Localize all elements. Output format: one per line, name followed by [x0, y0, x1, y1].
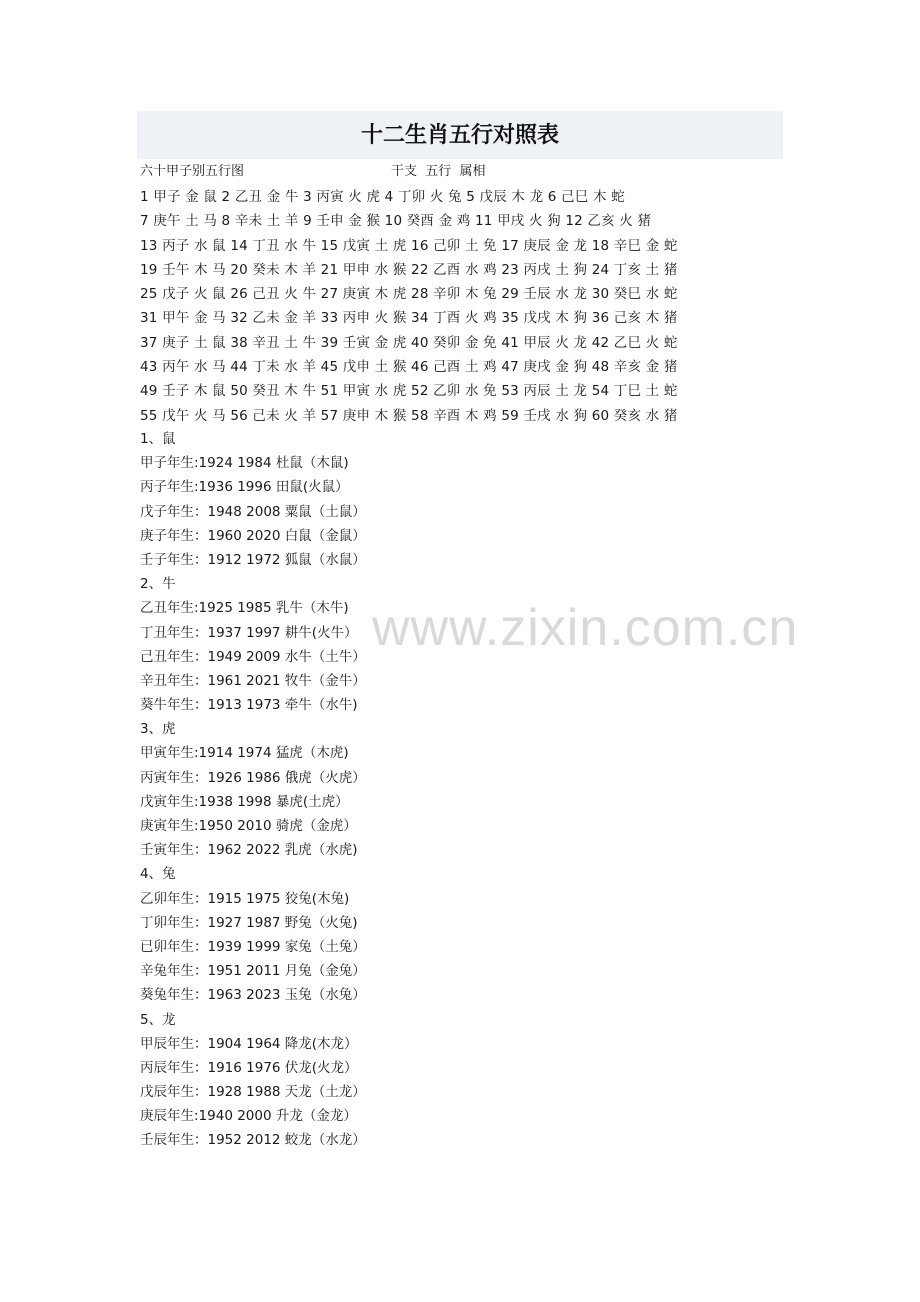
zodiac-year-list	[140, 427, 540, 1153]
column-header: 干支 五行 属相	[391, 164, 486, 179]
zodiac-line: 辛丑年生：1961 2021 牧牛（金牛）	[140, 672, 366, 689]
cycle-row: 55 戊午 火 马 56 己未 火 羊 57 庚申 木 猴 58 辛酉 木 鸡 59 壬戌 水 狗 60 癸亥 水 猪	[140, 407, 678, 424]
zodiac-line: 乙卯年生：1915 1975 狡兔(木兔)	[140, 890, 350, 907]
zodiac-line: 甲辰年生：1904 1964 降龙(木龙）	[140, 1035, 358, 1052]
cycle-row: 49 壬子 木 鼠 50 癸丑 木 牛 51 甲寅 水 虎 52 乙卯 水 免 53 丙辰 土 龙 54 丁巳 土 蛇	[140, 383, 678, 400]
zodiac-heading: 5、龙	[140, 1011, 176, 1028]
zodiac-line: 庚寅年生:1950 2010 骑虎（金虎）	[140, 818, 357, 834]
zodiac-line: 庚辰年生:1940 2000 升龙（金龙）	[140, 1108, 357, 1125]
zodiac-line: 丁丑年生：1937 1997 耕牛(火牛）	[140, 624, 358, 641]
zodiac-line: 葵兔年生：1963 2023 玉兔（水兔）	[140, 987, 366, 1004]
zodiac-line: 壬寅年生：1962 2022 乳虎（水虎)	[140, 842, 358, 859]
zodiac-line: 戊辰年生：1928 1988 天龙（土龙）	[140, 1084, 366, 1101]
zodiac-line: 丁卯年生：1927 1987 野兔（火兔)	[140, 914, 358, 931]
zodiac-heading: 4、兔	[140, 866, 176, 883]
zodiac-line: 丙子年生:1936 1996 田鼠(火鼠）	[140, 479, 349, 496]
cycle-row: 25 戊子 火 鼠 26 己丑 火 牛 27 庚寅 木 虎 28 辛卯 木 兔 29 壬辰 水 龙 30 癸巳 水 蛇	[140, 286, 678, 303]
watermark: www.zixin.com.cn	[372, 599, 799, 657]
zodiac-line: 庚子年生：1960 2020 白鼠（金鼠）	[140, 527, 366, 544]
zodiac-line: 葵牛年生：1913 1973 牵牛（水牛)	[140, 697, 358, 714]
section-subheading: 六十甲子别五行图	[140, 164, 245, 179]
zodiac-heading: 2、牛	[140, 576, 176, 593]
zodiac-line: 壬辰年生：1952 2012 蛟龙（水龙）	[140, 1132, 366, 1149]
cycle-row: 37 庚子 土 鼠 38 辛丑 土 牛 39 壬寅 金 虎 40 癸卯 金 免 41 甲辰 火 龙 42 乙巳 火 蛇	[140, 334, 678, 351]
cycle-row: 1 甲子 金 鼠 2 乙丑 金 牛 3 丙寅 火 虎 4 丁卯 火 兔 5 戊辰 木 龙 6 己巳 木 蛇	[140, 189, 625, 205]
zodiac-line: 壬子年生：1912 1972 狐鼠（水鼠）	[140, 551, 366, 568]
zodiac-line: 辛兔年生：1951 2011 月兔（金兔）	[140, 963, 366, 980]
zodiac-line: 甲子年生:1924 1984 杜鼠（木鼠)	[140, 455, 349, 472]
cycle-row: 43 丙午 水 马 44 丁未 水 羊 45 戊申 土 猴 46 己酉 土 鸡 47 庚戌 金 狗 48 辛亥 金 猪	[140, 359, 678, 376]
zodiac-heading: 3、虎	[140, 721, 176, 738]
cycle-row: 19 壬午 木 马 20 癸未 木 羊 21 甲申 水 猴 22 乙酉 水 鸡 23 丙戌 土 狗 24 丁亥 土 猪	[140, 261, 678, 278]
zodiac-line: 己丑年生：1949 2009 水牛（土牛）	[140, 648, 366, 665]
zodiac-line: 乙丑年生:1925 1985 乳牛（木牛)	[140, 600, 349, 617]
zodiac-line: 已卯年生：1939 1999 家兔（土兔）	[140, 938, 366, 955]
zodiac-line: 丙寅年生：1926 1986 俄虎（火虎）	[140, 769, 366, 786]
cycle-row: 31 甲午 金 马 32 乙未 金 羊 33 丙申 火 猴 34 丁酉 火 鸡 35 戊戌 木 狗 36 己亥 木 猪	[140, 310, 678, 327]
zodiac-line: 戊寅年生:1938 1998 暴虎(土虎）	[140, 793, 349, 810]
page-title: 十二生肖五行对照表	[360, 122, 559, 148]
cycle-row: 13 丙子 水 鼠 14 丁丑 水 牛 15 戊寅 土 虎 16 己卯 土 免 17 庚辰 金 龙 18 辛巳 金 蛇	[140, 237, 678, 254]
cycle-row: 7 庚午 土 马 8 辛未 土 羊 9 壬申 金 猴 10 癸酉 金 鸡 11 甲戌 火 狗 12 乙亥 火 猪	[140, 213, 652, 230]
zodiac-heading: 1、鼠	[140, 431, 176, 447]
zodiac-line: 丙辰年生：1916 1976 伏龙(火龙）	[140, 1059, 358, 1076]
zodiac-line: 甲寅年生:1914 1974 猛虎（木虎)	[140, 745, 349, 762]
sexagenary-cycle-table	[140, 185, 740, 428]
zodiac-line: 戊子年生：1948 2008 粟鼠（土鼠）	[140, 503, 366, 520]
